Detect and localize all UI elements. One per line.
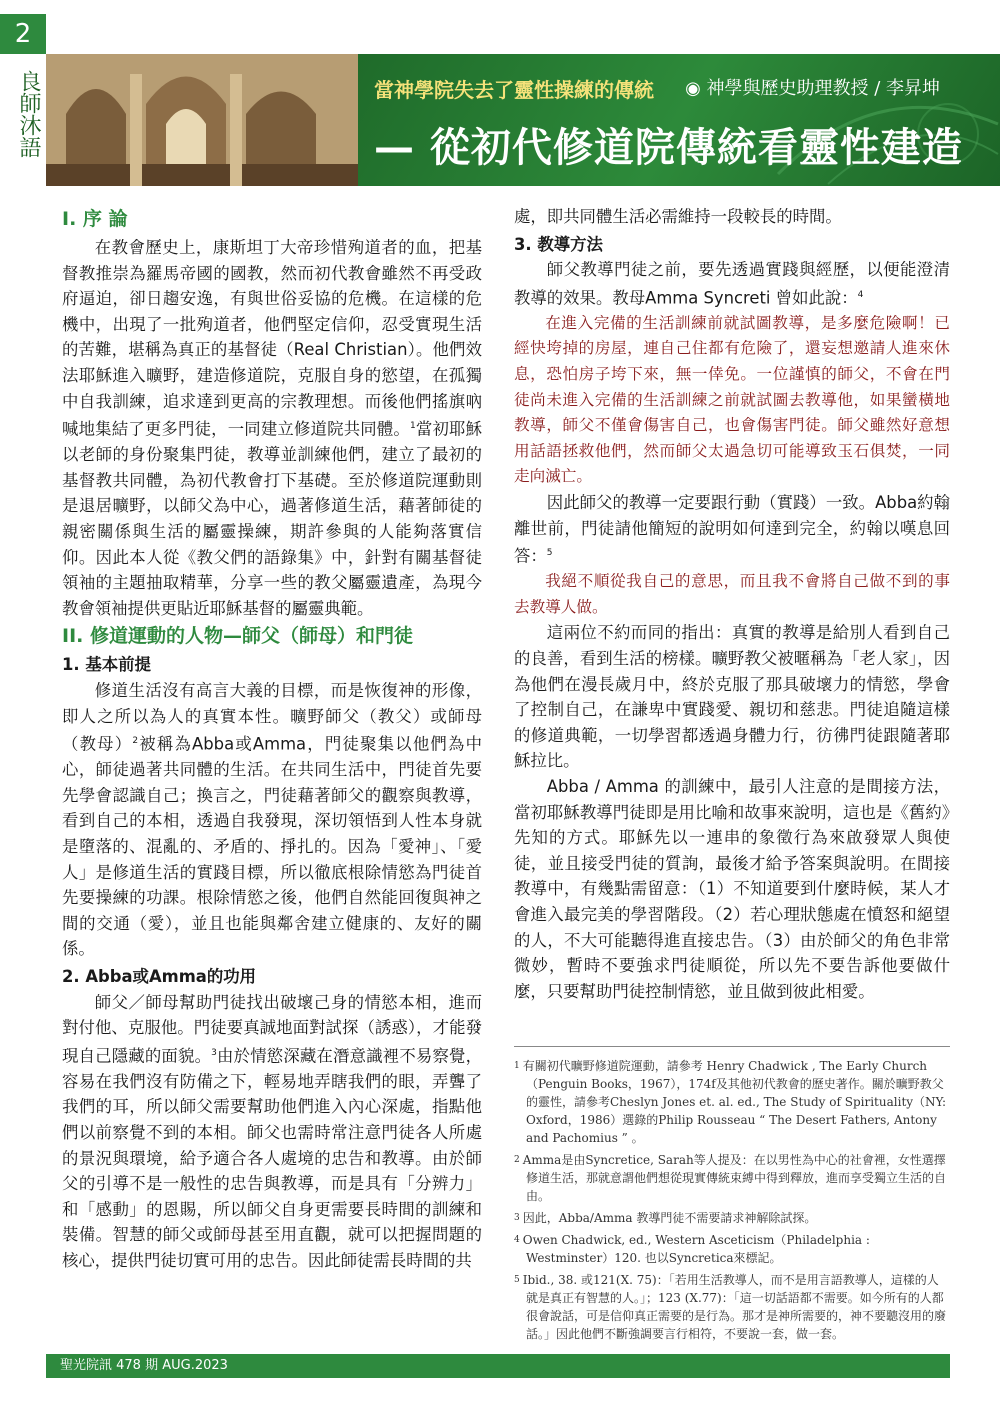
quote-amma-syncreti: 在進入完備的生活訓練前就試圖教導，是多麼危險啊！已經快垮掉的房屋，連自己住都有危險了，還妄想邀請人進來休息，恐怕房子垮下來，無一倖免。一位謹慎的師父，不會在門徒尚未進入完備的生活訓練之前就試圖去教導他，如果蠻橫地教導，師父不僅會傷害自己，也會傷害門徒。師父雖然好意想用話語拯救他們，然而師父太過急切可能導致玉石俱焚，一同走向滅亡。 [514,313,950,486]
footnote-ref[interactable]: 5 [546,548,553,559]
page-footer: 聖光院訊 478 期 AUG.2023 [46,1354,950,1378]
section-heading-intro: I. 序 論 [62,208,128,230]
paragraph-continued: 處，即共同體生活必需維持一段較長的時間。 [514,207,842,226]
church-interior-photo [46,54,358,186]
church-arches-image [46,54,358,186]
paragraph: 師父／師母幫助門徒找出破壞己身的情慾本相，進而對付他、克服他。門徒要真誠地面對試探（誘惑），才能發現自己隱藏的面貌。$^3$由於情慾深藏在潛意識裡不易察覺，容易在我們沒有防備之下，輕易地弄瞎我們的眼，弄聾了我們的耳，所以師父需要幫助他們進入內心深處，指點他們以前察覺不到的本相。師父也需時常注意門徒各人所處的景況與環境，給予適合各人處境的忠告和教導。由於師父的引導不是一般性的忠告與教導，而是具有「分辨力」和「感動」的恩賜，所以師父自身更需要長時間的訓練和裝備。智慧的師父或師母甚至用直觀，就可以把握問題的核心，提供門徒切實可用的忠告。因此師徒需長時間的共 [62,992,483,1270]
right-column [514,204,950,1004]
footnote: $^3$ 因此，Abba/Amma 教導門徒不需要請求神解除試探。 [514,1211,817,1225]
article-title: — 從初代修道院傳統看靈性建造 [374,125,963,171]
subheading-abba-amma: 2. Abba或Amma的功用 [62,966,257,986]
paragraph: 這兩位不約而同的指出：真實的教導是給別人看到自己的良善，看到生活的榜樣。曠野教父被暱稱為「老人家」，因為他們在漫長歲月中，終於克服了那具破壞力的情慾，學會了控制自己，在謙卑中實踐愛、親切和慈悲。門徒追隨這樣的修道典範，一切學習都透過身體力行，彷彿門徒跟隨著耶穌拉比。 [514,623,950,771]
footnote-ref[interactable]: 4 [857,289,864,300]
footnote: $^1$ 有關初代曠野修道院運動，請參考 Henry Chadwick , The Early Church（Penguin Books，1967），174f及其他初代教會的歷史著作。關於曠野教父的靈性，請參考Cheslyn Jones et. al. ed., The Study of Spirituality（NY: Oxford，1986）選錄的Philip Rousseau “ The Desert Fathers, Antony and Pachomius ” 。 [514,1059,947,1145]
page-number: 2 [0,14,46,54]
footnote: $^2$ Amma是由Syncretice, Sarah等人提及：在以男性為中心的社會裡，女性選擇修道生活，那就意謂他們想從現實傳統束縛中得到釋放，進而享受獨立生活的自由。 [514,1153,947,1203]
paragraph: Abba / Amma 的訓練中，最引人注意的是間接方法，當初耶穌教導門徒即是用比喻和故事來說明，這也是《舊約》先知的方式。耶穌先以一連串的象徵行為來啟發眾人與使徒，並且接受門徒的質詢，最後才給予答案與說明。在間接教導中，有幾點需留意：（1）不知道要到什麼時候，某人才會進入最完美的學習階段。（2）若心理狀態處在憤怒和絕望的人，不大可能聽得進直接忠告。（3）由於師父的角色非常微妙，暫時不要強求門徒順從，所以先不要告訴他要做什麼，只要幫助門徒控制情慾，並且做到彼此相愛。 [514,777,950,1001]
side-tab [0,0,46,186]
footnotes [514,1046,950,1347]
paragraph: 在教會歷史上，康斯坦丁大帝珍惜殉道者的血，把基督教推崇為羅馬帝國的國教，然而初代教會雖然不再受政府逼迫，卻日趨安逸，有與世俗妥協的危機。在這樣的危機中，出現了一批殉道者，他們堅定信仰，忍受實現生活的苦難，堪稱為真正的基督徒（Real Christian）。他們效法耶穌進入曠野，建造修道院，克服自身的慾望，在孤獨中自我訓練，追求達到更高的宗教理想。而後他們搖旗吶喊地集結了更多門徒，一同建立修道院共同體。$^1$當初耶穌以老師的身份聚集門徒，教導並訓練他們，建立了最初的基督教共同體，為初代教會打下基礎。至於修道院運動則是退居曠野，以師父為中心，過著修道生活，藉著師徒的親密關係與生活的屬靈操練，期許參與的人能夠落實信仰。因此本人從《教父們的語錄集》中，針對有關基督徒領袖的主題抽取精華，分享一些的教父屬靈遺產，為現今教會領袖提供更貼近耶穌基督的屬靈典範。 [62,238,483,618]
paragraph: 師父教導門徒之前，要先透過實踐與經歷，以便能澄清教導的效果。教母Amma Syncreti 曾如此說：$^4$ [514,260,950,308]
author-line: ◉ 神學與歷史助理教授 / 李昇坤 [685,78,940,99]
subheading-teaching-method: 3. 教導方法 [514,234,603,254]
section-label: 良師沐語 [16,70,41,158]
quote-abba-john: 我絕不順從我自己的意思，而且我不會將自己做不到的事去教導人做。 [514,572,950,616]
title-banner [358,54,1000,186]
paragraph: 修道生活沒有高言大義的目標，而是恢復神的形像，即人之所以為人的真實本性。曠野師父（教父）或師母（教母）$^2$被稱為Abba或Amma，門徒聚集以他們為中心，師徒過著共同體的生活。在共同生活中，門徒首先要先學會認識自己；換言之，門徒藉著師父的觀察與教導，看到自己的本相，透過自我發現，深切領悟到人性本身就是墮落的、混亂的、矛盾的、掙扎的。因為「愛神」、「愛人」是修道生活的實踐目標，所以徹底根除情慾為門徒首先要操練的功課。根除情慾之後，他們自然能回復與神之間的交通（愛），並且也能與鄰舍建立健康的、友好的關係。 [62,680,482,959]
footnote-ref[interactable]: 3 [211,1047,217,1058]
section-heading-monastic: II. 修道運動的人物—師父（師母）和門徒 [62,625,413,648]
footnote: $^4$ Owen Chadwick, ed., Western Asceticism（Philadelphia : Westminster）120. 也以Syncretica來標記。 [514,1233,870,1265]
subheading-premise: 1. 基本前提 [62,655,151,675]
left-column [62,204,482,1274]
footnote-ref[interactable]: 2 [132,736,139,747]
footnote-ref[interactable]: 1 [409,421,416,432]
paragraph: 因此師父的教導一定要跟行動（實踐）一致。Abba約翰離世前，門徒請他簡短的說明如何達到完全，約翰以嘆息回答：$^5$ [514,493,950,566]
footnote: $^5$ Ibid., 38. 或121(X. 75)：「若用生活教導人，而不是用言語教導人，這樣的人就是真正有智慧的人。」；123 (X.77)：「這一切話語都不需要。如今所有的人都很會說話，可是信仰真正需要的是行為。那才是神所需要的，神不要聽沒用的廢話。」因此他們不斷強調要言行相符，不要說一套，做一套。 [514,1273,947,1341]
article-subtitle: 當神學院失去了靈性操練的傳統 [374,78,654,102]
